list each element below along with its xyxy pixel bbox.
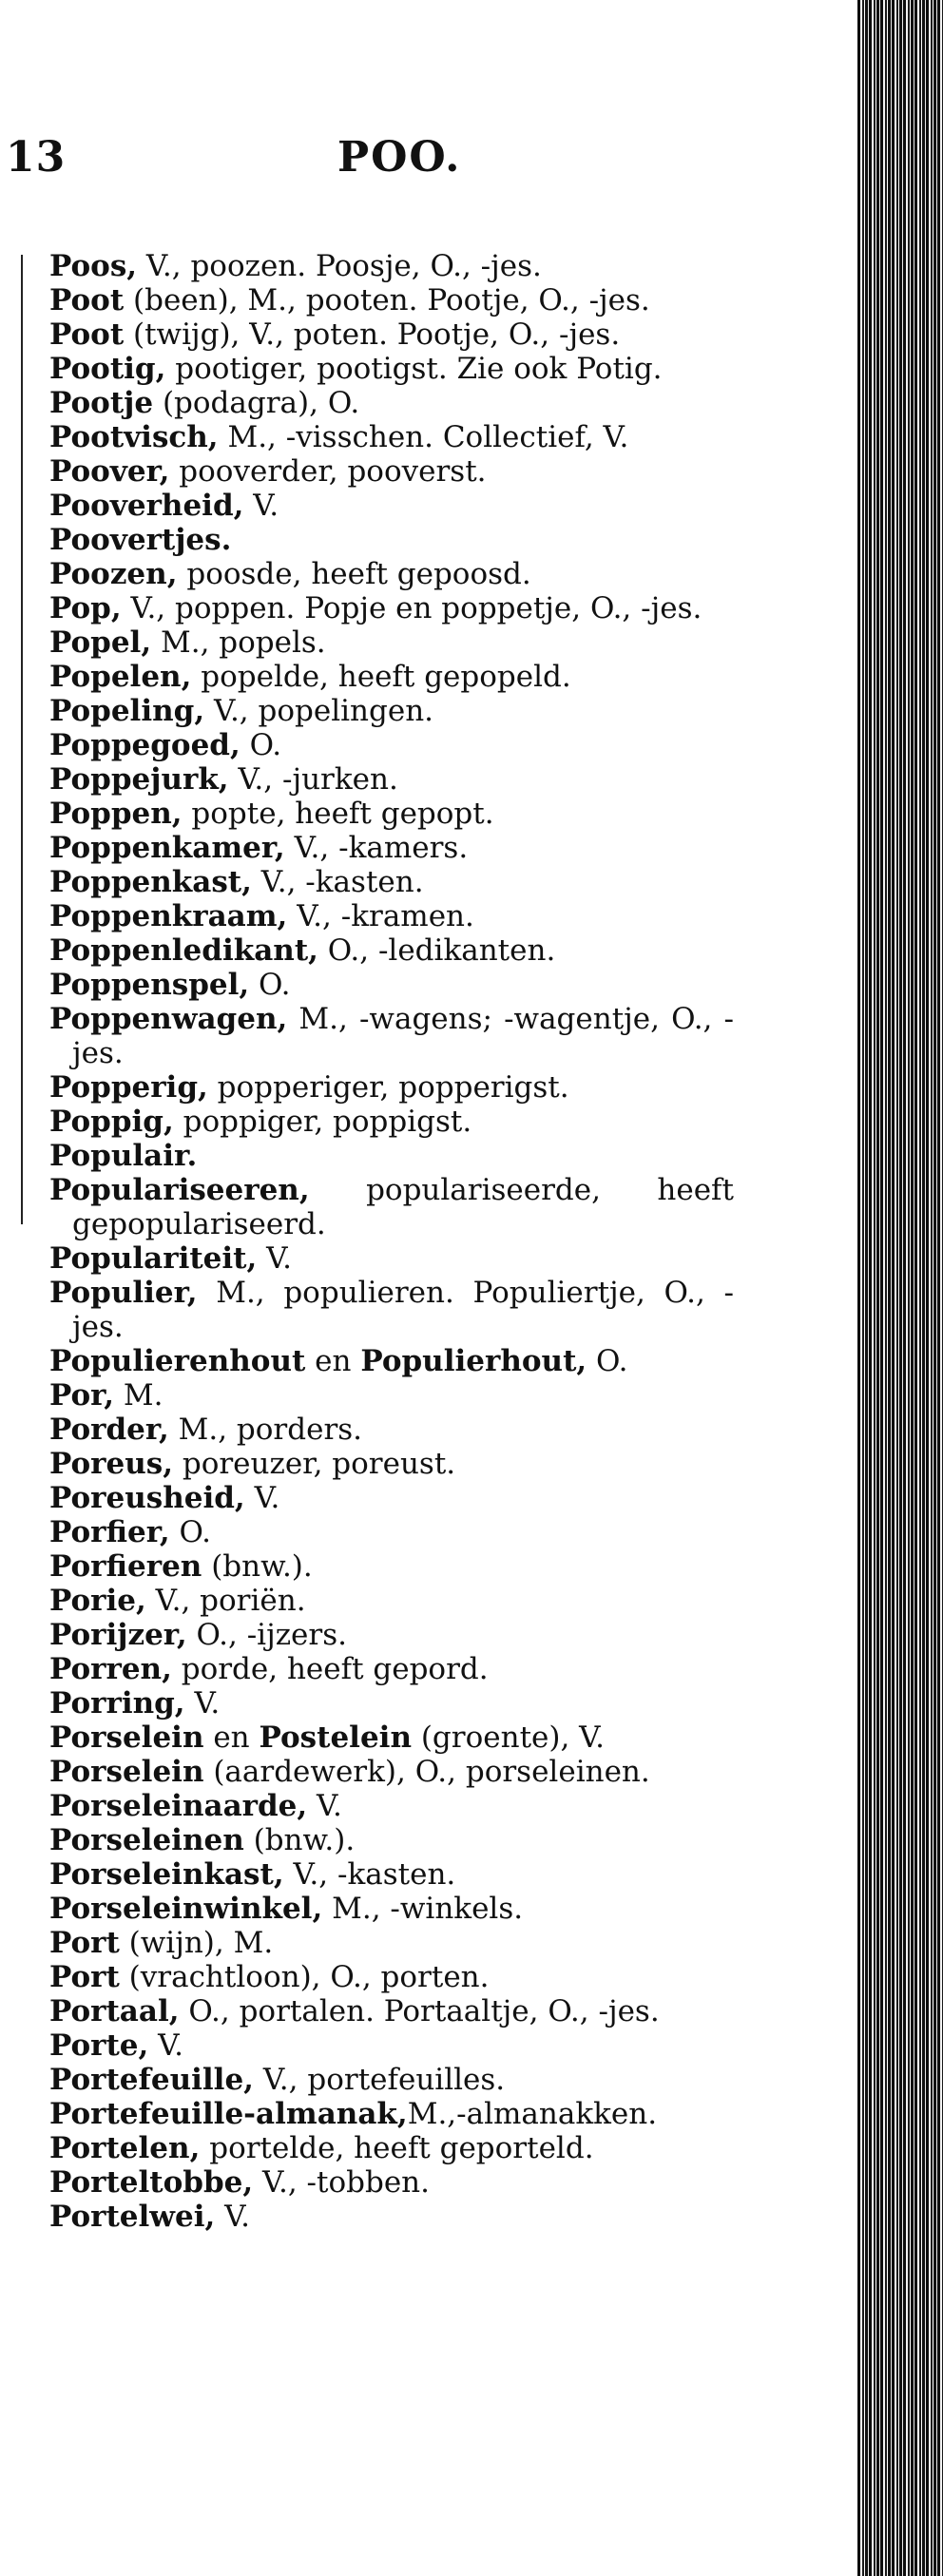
dictionary-entry <box>49 523 734 557</box>
entry-headword: Poppenwagen, <box>49 1002 288 1036</box>
dictionary-entry <box>49 2165 734 2200</box>
dictionary-entry <box>49 694 734 728</box>
entry-definition: poosde, heeft gepoosd. <box>177 557 531 591</box>
entry-definition: V. <box>257 1241 292 1276</box>
dictionary-entry <box>49 1618 734 1652</box>
entry-definition: O., -ijzers. <box>186 1618 347 1652</box>
entry-definition: poreuzer, poreust. <box>173 1447 456 1481</box>
entry-definition: V., -tobben. <box>253 2165 431 2200</box>
entry-headword: Popelen, <box>49 660 192 694</box>
entry-definition: V. <box>243 489 279 523</box>
dictionary-entry <box>49 283 734 317</box>
entry-headword: Port <box>49 1926 120 1960</box>
running-head: POO. <box>337 133 462 182</box>
entry-headword: Porseleinaarde, <box>49 1789 308 1823</box>
entry-definition: O. <box>249 968 291 1002</box>
entry-definition: M., porders. <box>168 1413 363 1447</box>
entry-definition: (twijg), V., poten. Pootje, O., -jes. <box>124 317 621 352</box>
entry-headword: Popel, <box>49 625 152 660</box>
dictionary-entry <box>49 489 734 523</box>
entry-headword: Poppegoed, <box>49 728 241 762</box>
entry-headword: Porte, <box>49 2028 149 2063</box>
entry-definition: V. <box>184 1686 221 1721</box>
entry-definition: V., -kasten. <box>283 1857 456 1892</box>
entry-definition: popelde, heeft gepopeld. <box>191 660 571 694</box>
entry-headword: Pooverheid, <box>49 489 244 523</box>
entry-headword: Porseleinkast, <box>49 1857 284 1892</box>
entry-headword: Porring, <box>49 1686 185 1721</box>
dictionary-entry <box>49 762 734 797</box>
entry-definition: M. <box>114 1378 164 1413</box>
entry-headword: Poppen, <box>49 797 183 831</box>
dictionary-entry <box>49 1344 734 1378</box>
dictionary-entry <box>49 1173 734 1241</box>
dictionary-entry <box>49 1652 734 1686</box>
entry-definition: (vrachtloon), O., porten. <box>119 1960 490 1994</box>
dictionary-entry <box>49 1515 734 1549</box>
book-binding-edge <box>857 0 943 2576</box>
entry-headword: Porder, <box>49 1413 169 1447</box>
entry-definition: popte, heeft gepopt. <box>182 797 494 831</box>
dictionary-entry <box>49 352 734 386</box>
entry-definition: O., -ledikanten. <box>318 933 556 968</box>
dictionary-entry <box>49 2028 734 2063</box>
dictionary-entry <box>49 797 734 831</box>
dictionary-entry <box>49 420 734 454</box>
entry-headword: Poppig, <box>49 1105 174 1139</box>
entry-definition: O., portalen. Portaaltje, O., -jes. <box>179 1994 660 2028</box>
entry-definition: V. <box>307 1789 342 1823</box>
entry-headword: Port <box>49 1960 120 1994</box>
entry-headword: Poot <box>49 317 125 352</box>
entry-definition: M., popels. <box>151 625 326 660</box>
entry-definition-secondary: O. <box>587 1344 628 1378</box>
dictionary-entry <box>49 1584 734 1618</box>
entry-headword: Porselein <box>49 1721 204 1755</box>
entry-definition: V. <box>148 2028 184 2063</box>
dictionary-entry <box>49 1789 734 1823</box>
dictionary-entry <box>49 2063 734 2097</box>
dictionary-entry <box>49 1070 734 1105</box>
entry-definition: (podagra), O. <box>153 386 360 420</box>
entry-headword: Porfieren <box>49 1549 202 1584</box>
entry-headword: Porselein <box>49 1755 204 1789</box>
entry-headword-secondary: Postelein <box>259 1721 412 1755</box>
dictionary-entry <box>49 1892 734 1926</box>
entry-headword: Poreusheid, <box>49 1481 245 1515</box>
dictionary-entry <box>49 2131 734 2165</box>
entry-headword: Porseleinwinkel, <box>49 1892 323 1926</box>
dictionary-entry <box>49 1549 734 1584</box>
entry-definition: porde, heeft gepord. <box>171 1652 489 1686</box>
entry-definition: populariseerde, heeft gepopulariseerd. <box>72 1173 734 1241</box>
entry-definition: V. <box>244 1481 280 1515</box>
entry-definition: M., populieren. Populiertje, O., -jes. <box>72 1276 734 1344</box>
entry-headword: Poppenledikant, <box>49 933 318 968</box>
page-header <box>0 133 856 200</box>
entry-headword: Populierenhout <box>49 1344 306 1378</box>
entry-headword: Poos, <box>49 249 138 283</box>
entry-headword: Portelen, <box>49 2131 201 2165</box>
entry-definition: (bnw.). <box>243 1823 356 1857</box>
dictionary-entry <box>49 1755 734 1789</box>
dictionary-entry <box>49 2097 734 2131</box>
entry-headword: Poover, <box>49 454 170 489</box>
entry-headword: Poovertjes. <box>49 523 232 557</box>
entry-headword: Portefeuille-almanak, <box>49 2097 408 2131</box>
dictionary-entry <box>49 968 734 1002</box>
dictionary-entry <box>49 831 734 865</box>
dictionary-entry <box>49 625 734 660</box>
entry-definition: V., poriën. <box>145 1584 306 1618</box>
entry-headword: Porteltobbe, <box>49 2165 254 2200</box>
dictionary-entry <box>49 865 734 899</box>
entry-headword: Populier, <box>49 1276 198 1310</box>
entry-headword: Poppenkraam, <box>49 899 288 933</box>
entry-definition: V., -kramen. <box>287 899 474 933</box>
entry-headword: Poppenkamer, <box>49 831 285 865</box>
entry-definition: V., portefeuilles. <box>253 2063 506 2097</box>
dictionary-entries <box>49 249 734 2234</box>
entry-definition: V., -kamers. <box>284 831 469 865</box>
entry-headword: Porijzer, <box>49 1618 187 1652</box>
entry-headword: Poppejurk, <box>49 762 229 797</box>
entry-headword: Portefeuille, <box>49 2063 254 2097</box>
entry-headword: Porseleinen <box>49 1823 244 1857</box>
entry-headword: Poot <box>49 283 125 317</box>
entry-headword: Popperig, <box>49 1070 208 1105</box>
dictionary-entry <box>49 1241 734 1276</box>
entry-headword: Porren, <box>49 1652 172 1686</box>
entry-definition: O. <box>240 728 282 762</box>
dictionary-entry <box>49 1002 734 1070</box>
entry-headword: Porie, <box>49 1584 146 1618</box>
entry-definition: V., -jurken. <box>228 762 398 797</box>
entry-definition: V., poozen. Poosje, O., -jes. <box>137 249 542 283</box>
dictionary-entry <box>49 1721 734 1755</box>
entry-definition: M.,-almanakken. <box>407 2097 658 2131</box>
dictionary-entry <box>49 1926 734 1960</box>
entry-definition: M., -visschen. Collectief, V. <box>218 420 629 454</box>
entry-headword-secondary: Populierhout, <box>360 1344 587 1378</box>
entry-headword: Populair. <box>49 1139 198 1173</box>
dictionary-entry <box>49 454 734 489</box>
dictionary-entry <box>49 660 734 694</box>
page-number: 13 <box>6 133 67 182</box>
entry-headword: Populariseeren, <box>49 1173 310 1207</box>
dictionary-entry <box>49 933 734 968</box>
entry-definition: (bnw.). <box>202 1549 313 1584</box>
entry-definition: M., -wagens; -wagentje, O., -jes. <box>72 1002 734 1070</box>
dictionary-entry <box>49 1413 734 1447</box>
entry-definition: en <box>305 1344 361 1378</box>
dictionary-entry <box>49 1447 734 1481</box>
entry-definition-secondary: (groente), V. <box>411 1721 605 1755</box>
entry-definition: en <box>203 1721 260 1755</box>
dictionary-entry <box>49 557 734 591</box>
dictionary-entry <box>49 249 734 283</box>
dictionary-entry <box>49 728 734 762</box>
dictionary-entry <box>49 1481 734 1515</box>
dictionary-entry <box>49 2200 734 2234</box>
entry-definition: V., popelingen. <box>204 694 434 728</box>
entry-headword: Populariteit, <box>49 1241 258 1276</box>
dictionary-entry <box>49 899 734 933</box>
entry-definition: popperiger, popperigst. <box>207 1070 569 1105</box>
entry-headword: Popeling, <box>49 694 205 728</box>
entry-headword: Pootig, <box>49 352 166 386</box>
entry-headword: Pop, <box>49 591 122 625</box>
dictionary-entry <box>49 317 734 352</box>
entry-definition: pootiger, pootigst. Zie ook Potig. <box>165 352 663 386</box>
entry-definition: (wijn), M. <box>119 1926 274 1960</box>
entry-definition: V. <box>215 2200 250 2234</box>
entry-headword: Poreus, <box>49 1447 173 1481</box>
dictionary-entry <box>49 1378 734 1413</box>
entry-definition: (aardewerk), O., porseleinen. <box>203 1755 650 1789</box>
dictionary-entry <box>49 1960 734 1994</box>
entry-definition: M., -winkels. <box>322 1892 524 1926</box>
dictionary-entry <box>49 1105 734 1139</box>
entry-headword: Poppenspel, <box>49 968 250 1002</box>
entry-definition: O. <box>169 1515 211 1549</box>
entry-headword: Portaal, <box>49 1994 180 2028</box>
dictionary-entry <box>49 1994 734 2028</box>
dictionary-entry <box>49 591 734 625</box>
margin-rule <box>21 255 23 1224</box>
dictionary-entry <box>49 1857 734 1892</box>
entry-headword: Pootvisch, <box>49 420 219 454</box>
entry-headword: Pootje <box>49 386 154 420</box>
dictionary-entry <box>49 1276 734 1344</box>
entry-definition: V., -kasten. <box>251 865 424 899</box>
entry-definition: (been), M., pooten. Pootje, O., -jes. <box>124 283 650 317</box>
entry-headword: Por, <box>49 1378 115 1413</box>
entry-definition: V., poppen. Popje en poppetje, O., -jes. <box>121 591 702 625</box>
dictionary-entry <box>49 1823 734 1857</box>
dictionary-entry <box>49 1139 734 1173</box>
entry-definition: poppiger, poppigst. <box>173 1105 472 1139</box>
entry-headword: Poozen, <box>49 557 178 591</box>
entry-headword: Portelwei, <box>49 2200 216 2234</box>
dictionary-entry <box>49 1686 734 1721</box>
dictionary-entry <box>49 386 734 420</box>
entry-definition: pooverder, pooverst. <box>169 454 487 489</box>
entry-headword: Poppenkast, <box>49 865 252 899</box>
entry-definition: portelde, heeft geporteld. <box>200 2131 594 2165</box>
entry-headword: Porfier, <box>49 1515 170 1549</box>
